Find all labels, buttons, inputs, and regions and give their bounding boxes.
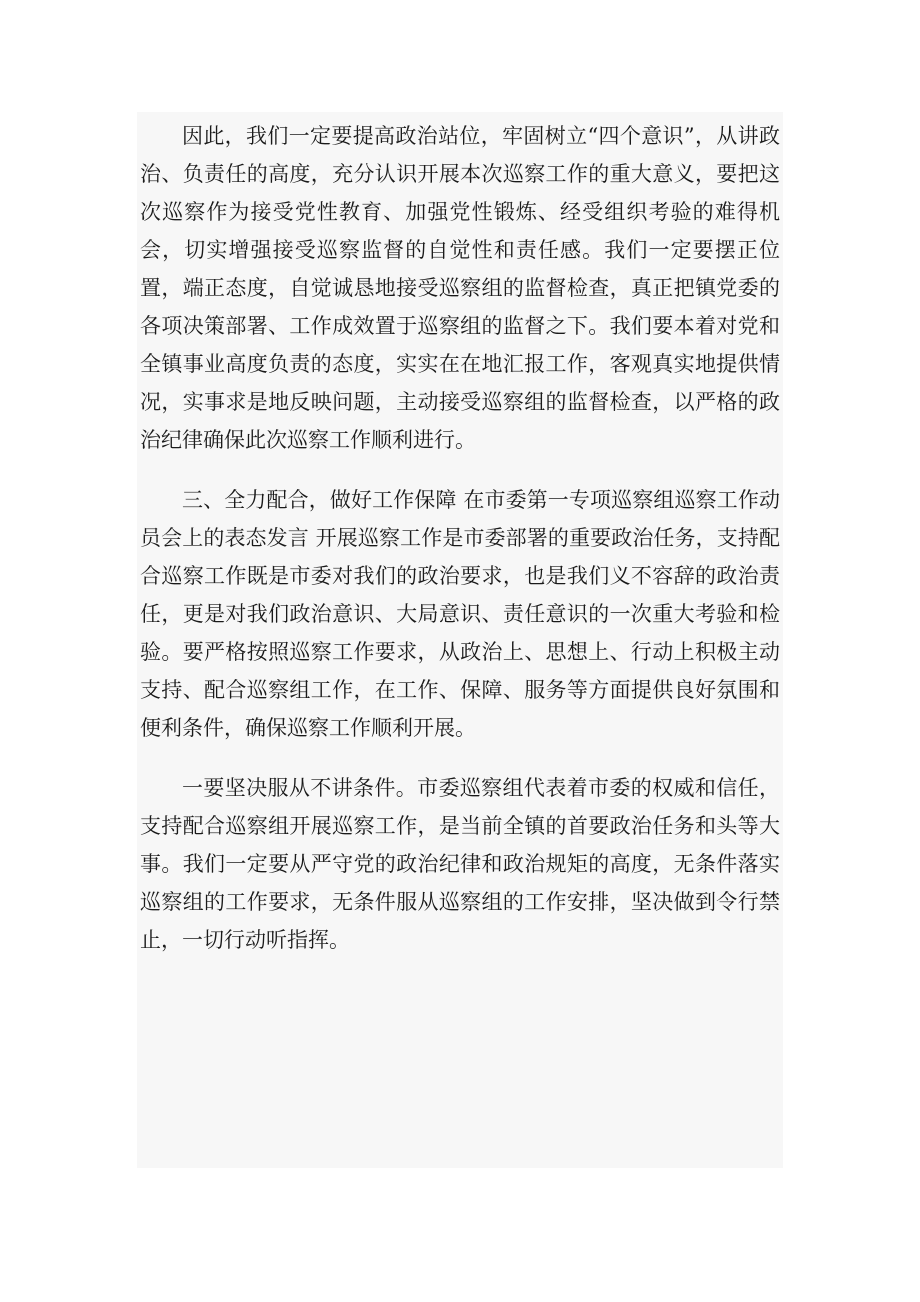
- paragraph-full-cooperation: 三、全力配合，做好工作保障 在市委第一专项巡察组巡察工作动员会上的表态发言 开展巡察工作是市委部署的重要政治任务，支持配合巡察工作既是市委对我们的政治要求，也是我们义不容辞的政治责任，更是对我们政治意识、大局意识、责任意识的一次重大考验和检验。要严格按照巡察工作要求，从政治上、思想上、行动上积极主动支持、配合巡察组工作，在工作、保障、服务等方面提供良好氛围和便利条件，确保巡察工作顺利开展。: [140, 488, 780, 740]
- paragraph-obey-unconditionally: 一要坚决服从不讲条件。市委巡察组代表着市委的权威和信任，支持配合巡察组开展巡察工作，是当前全镇的首要政治任务和头等大事。我们一定要从严守党的政治纪律和政治规矩的高度，无条件落实巡察组的工作要求，无条件服从巡察组的工作安排，坚决做到令行禁止，一切行动听指挥。: [140, 776, 780, 952]
- paragraph-political-stance: 因此，我们一定要提高政治站位，牢固树立“四个意识”，从讲政治、负责任的高度，充分认识开展本次巡察工作的重大意义，要把这次巡察作为接受党性教育、加强党性锻炼、经受组织考验的难得机会，切实增强接受巡察监督的自觉性和责任感。我们一定要摆正位置，端正态度，自觉诚恳地接受巡察组的监督检查，真正把镇党委的各项决策部署、工作成效置于巡察组的监督之下。我们要本着对党和全镇事业高度负责的态度，实实在在地汇报工作，客观真实地提供情况，实事求是地反映问题，主动接受巡察组的监督检查，以严格的政治纪律确保此次巡察工作顺利进行。: [140, 124, 780, 452]
- document-body: [140, 117, 780, 959]
